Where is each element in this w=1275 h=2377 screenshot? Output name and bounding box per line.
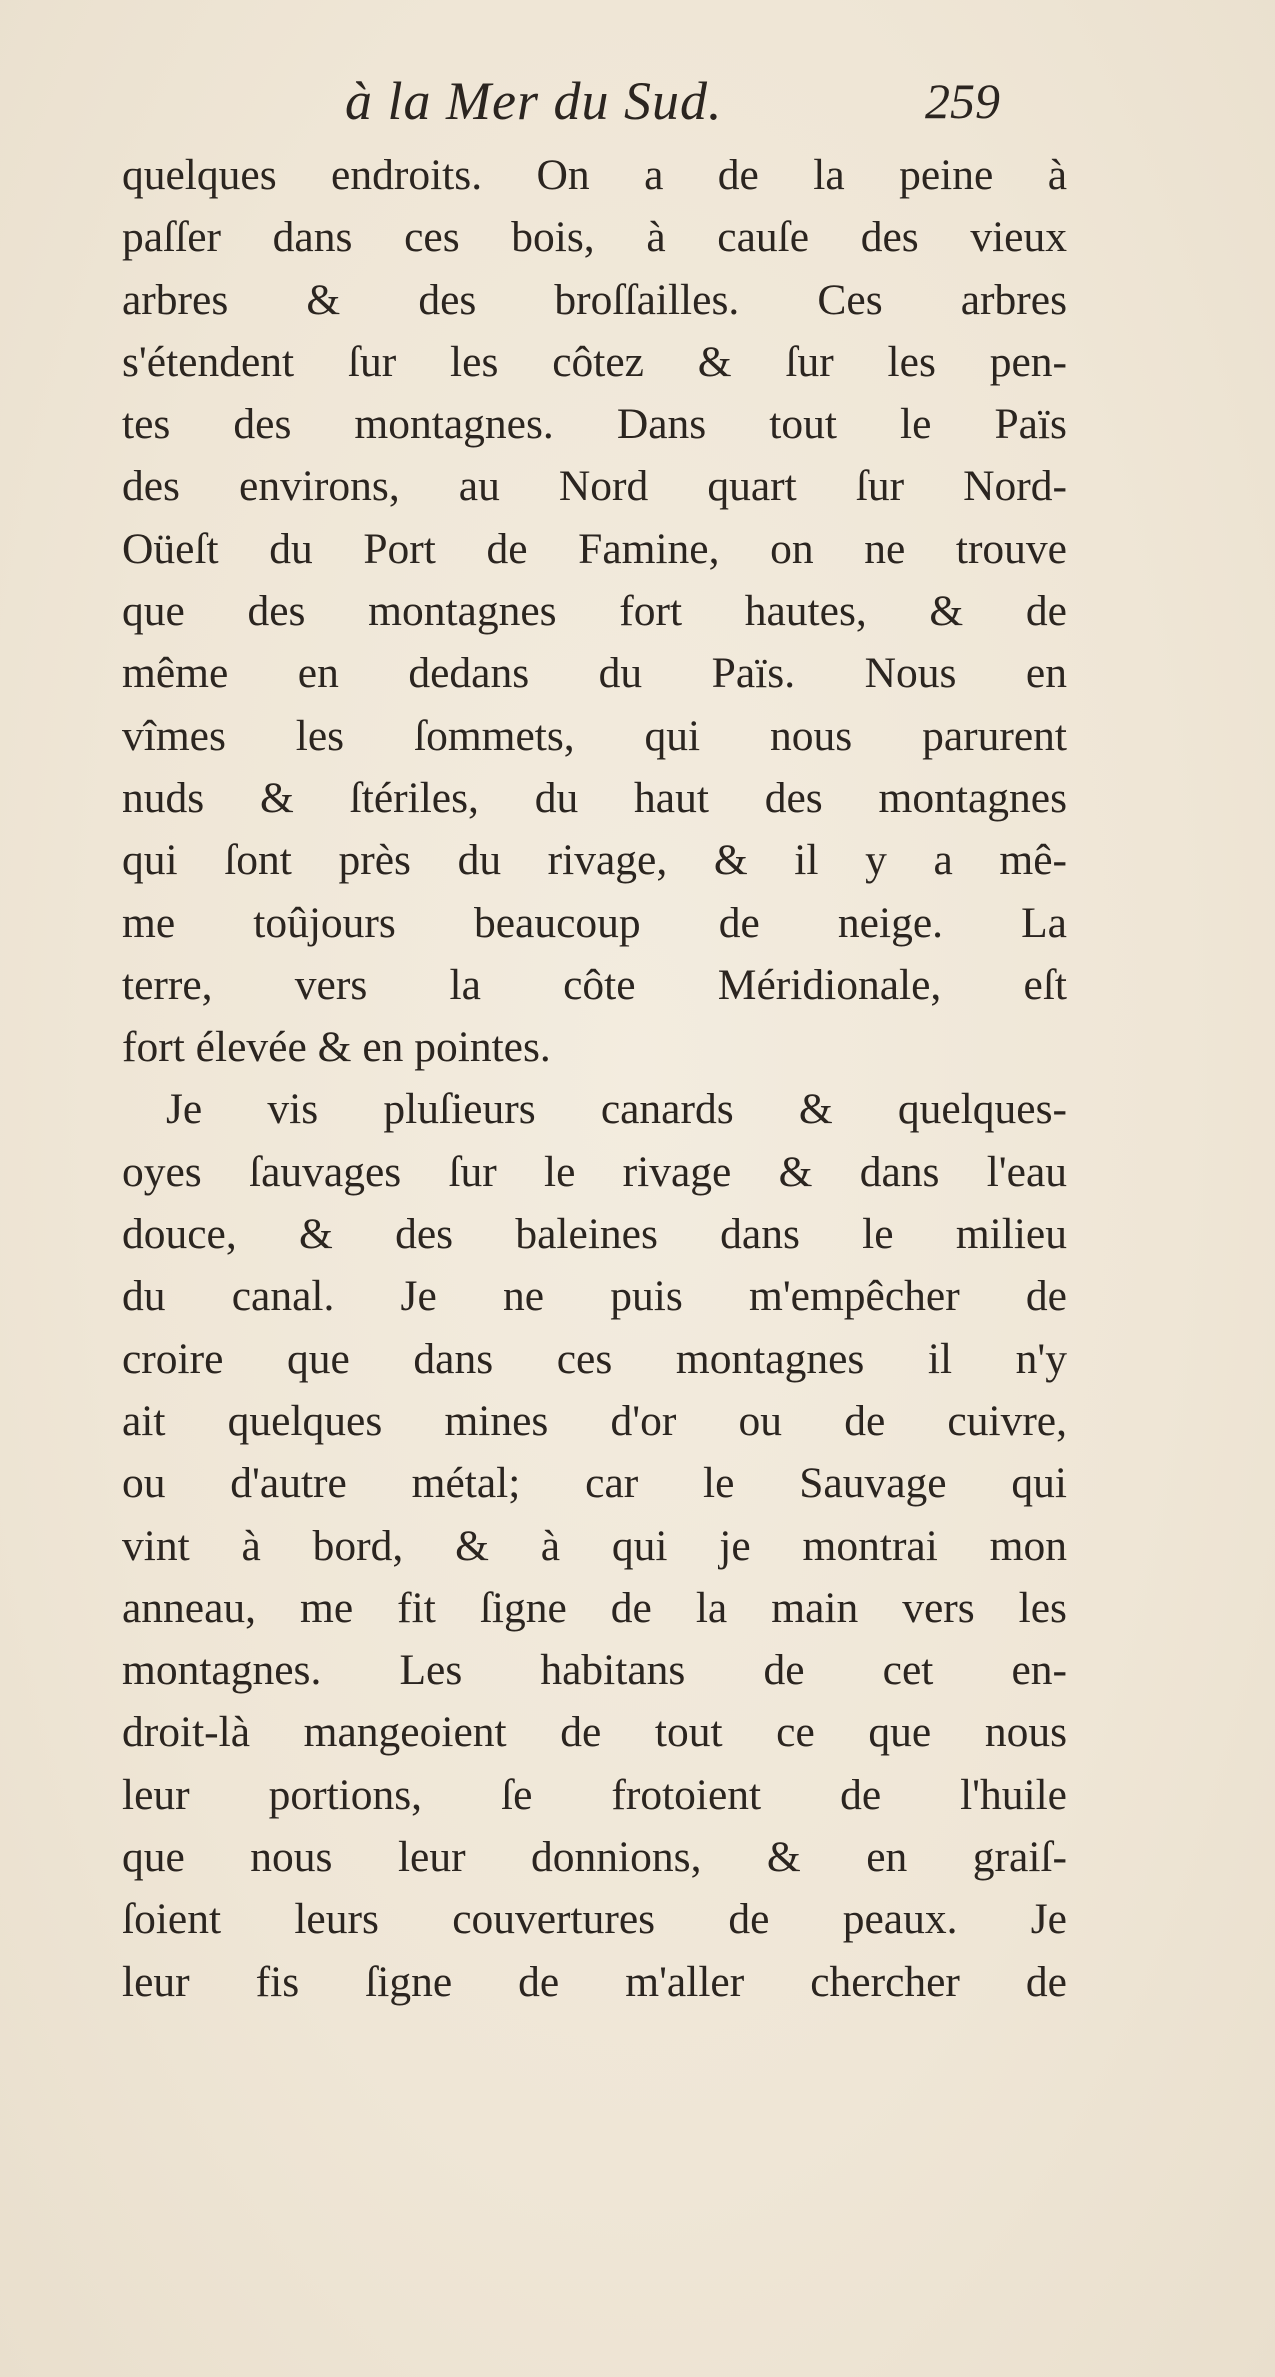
text-line: qui ſont près du rivage, & il y a mê- [122,836,1067,885]
text-line: ait quelques mines d'or ou de cuivre, [122,1396,1067,1445]
text-line: du canal. Je ne puis m'empêcher de [122,1272,1067,1321]
text-line: quelques endroits. On a de la peine à [122,151,1067,199]
text-line: droit-là mangeoient de tout ce que nous [122,1708,1067,1757]
text-line: me toûjours beaucoup de neige. La [122,898,1067,947]
text-line: leur portions, ſe frotoient de l'huile [122,1770,1067,1819]
text-line: Oüeſt du Port de Famine, on ne trouve [122,524,1067,573]
text-line: douce, & des baleines dans le milieu [122,1210,1067,1259]
paragraph-1 [122,144,1067,1078]
text-line: ou d'autre métal; car le Sauvage qui [122,1459,1067,1508]
page-number: 259 [925,73,1000,129]
text-line: que des montagnes fort hautes, & de [122,587,1067,636]
text-line: oyes ſauvages ſur le rivage & dans l'eau [122,1147,1067,1196]
body-text [122,144,1067,2013]
text-line: leur fis ſigne de m'aller chercher de [122,1957,1067,2006]
text-line: anneau, me fit ſigne de la main vers les [122,1583,1067,1632]
running-title: à la Mer du Sud. [345,71,723,131]
paragraph-2 [122,1078,1067,2012]
text-line: vîmes les ſommets, qui nous parurent [122,711,1067,760]
text-line: nuds & ſtériles, du haut des montagnes [122,773,1067,822]
text-line: vint à bord, & à qui je montrai mon [122,1521,1067,1570]
text-line: arbres & des broſſailles. Ces arbres [122,275,1067,324]
text-line: ſoient leurs couvertures de peaux. Je [122,1895,1067,1944]
page-header [0,66,1275,136]
text-line: terre, vers la côte Méridionale, eſt [122,960,1067,1009]
text-line: montagnes. Les habitans de cet en- [122,1646,1067,1695]
text-line: croire que dans ces montagnes il n'y [122,1334,1067,1383]
text-line: Je vis pluſieurs canards & quelques- [166,1085,1067,1134]
text-line: même en dedans du Païs. Nous en [122,649,1067,698]
text-line: paſſer dans ces bois, à cauſe des vieux [122,213,1067,262]
text-line: s'étendent ſur les côtez & ſur les pen- [122,337,1067,386]
text-line: tes des montagnes. Dans tout le Païs [122,400,1067,449]
text-line: que nous leur donnions, & en graiſ- [122,1833,1067,1882]
text-line: fort élevée & en pointes. [122,1023,551,1072]
text-line: des environs, au Nord quart ſur Nord- [122,462,1067,511]
